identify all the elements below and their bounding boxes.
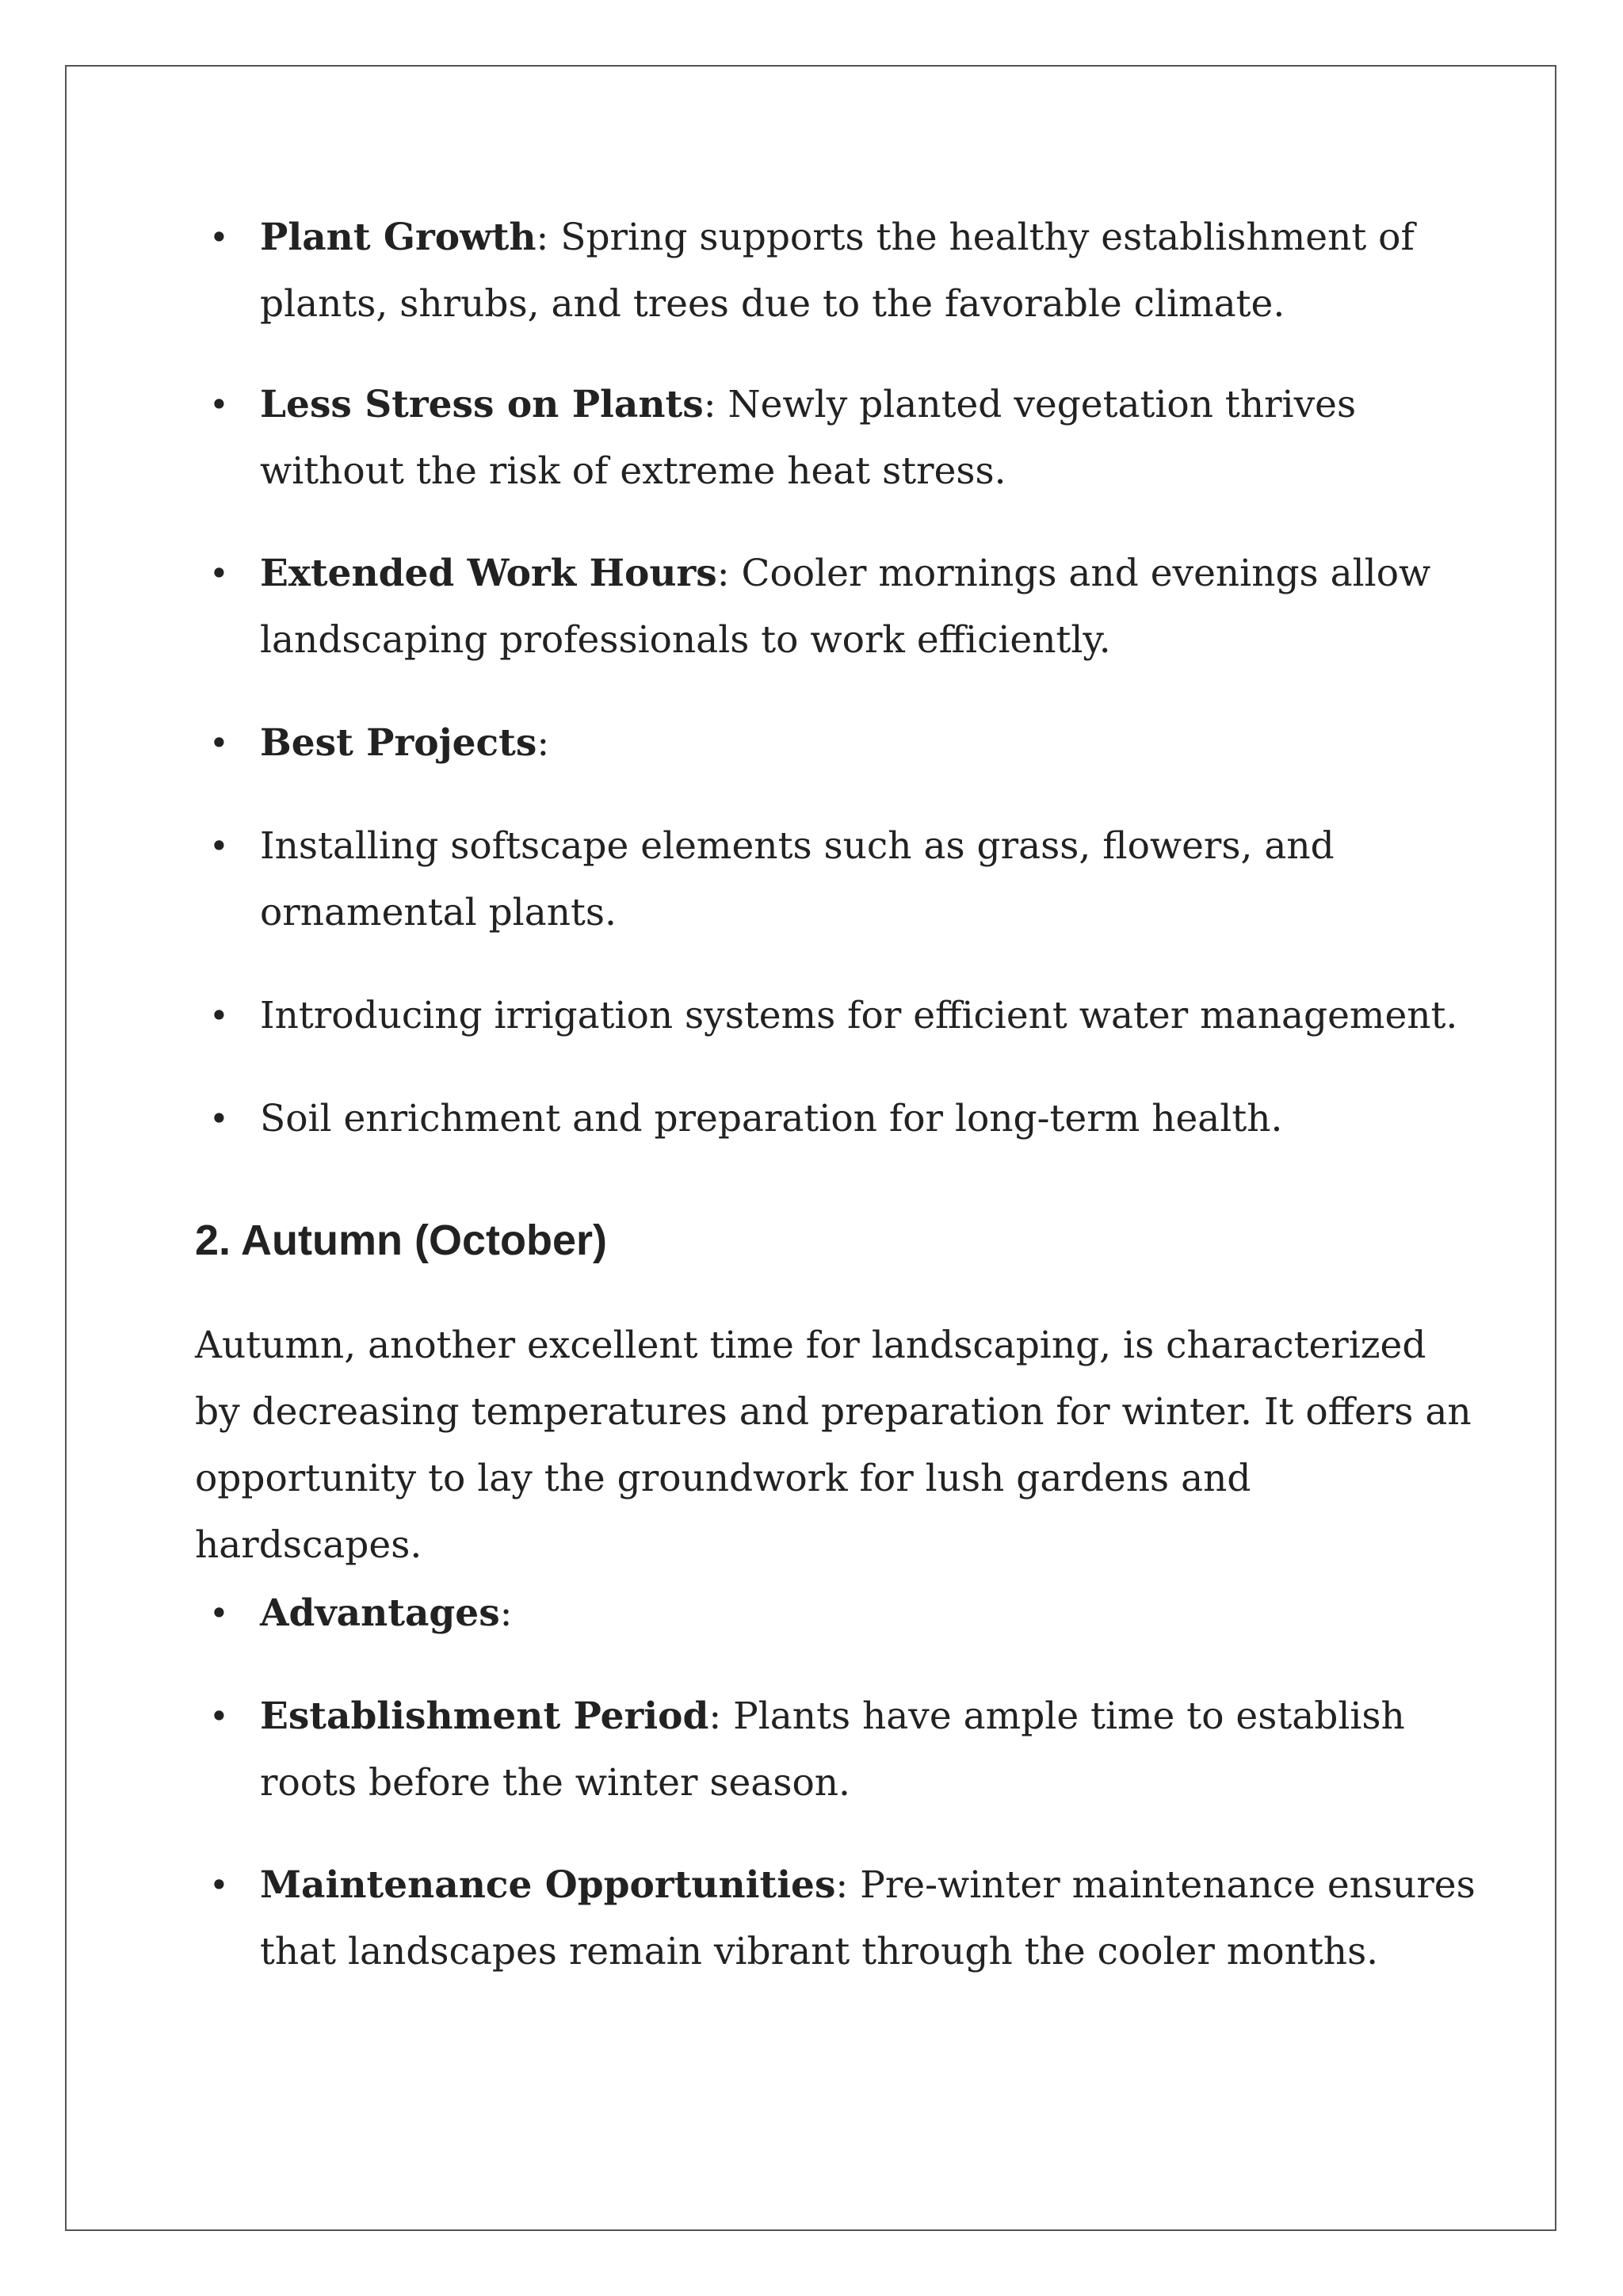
list-spring-2 <box>195 372 1479 505</box>
list-item-term: Plant Growth <box>260 216 537 259</box>
list-item-text: : <box>537 721 550 765</box>
bullet-icon: • <box>209 1697 229 1736</box>
list-spring-5 <box>195 813 1479 946</box>
list-spring-7 <box>195 1086 1479 1152</box>
bullet-icon: • <box>209 827 229 865</box>
list-spring-4 <box>195 710 1479 777</box>
bullet-icon: • <box>209 1594 229 1633</box>
list-item-term: Best Projects <box>260 721 537 765</box>
list-item-text: : Pre-winter maintenance ensures that landscapes remain vibrant through the cooler months. <box>260 1863 1476 1973</box>
bullet-icon: • <box>209 1099 229 1138</box>
list-item-text: : Plants have ample time to establish roots before the winter season. <box>260 1694 1405 1805</box>
list-item-text: Installing softscape elements such as grass, flowers, and ornamental plants. <box>260 824 1335 934</box>
list-item <box>195 372 1479 505</box>
list-item <box>195 983 1479 1049</box>
list-autumn-3 <box>195 1852 1479 1985</box>
list-item <box>195 813 1479 946</box>
list-item <box>195 710 1479 777</box>
list-spring-6 <box>195 983 1479 1049</box>
list-item <box>195 1580 1479 1647</box>
list-autumn <box>195 1580 1479 1647</box>
list-item-text: : <box>499 1591 513 1635</box>
list-item-term: Establishment Period <box>260 1694 709 1738</box>
bullet-icon: • <box>209 724 229 762</box>
bullet-icon: • <box>209 218 229 257</box>
section-heading: 2. Autumn (October) <box>195 1217 607 1264</box>
list-item-term: Advantages <box>260 1591 500 1635</box>
bullet-icon: • <box>209 554 229 593</box>
list-item-text: Introducing irrigation systems for efficient water management. <box>260 994 1458 1037</box>
list-spring-3 <box>195 541 1479 674</box>
list-item-term: Extended Work Hours <box>260 552 717 595</box>
list-item <box>195 1852 1479 1985</box>
list-item-term: Less Stress on Plants <box>260 383 704 426</box>
list-item <box>195 204 1479 338</box>
bullet-icon: • <box>209 385 229 424</box>
list-item-term: Maintenance Opportunities <box>260 1863 836 1907</box>
section-paragraph: Autumn, another excellent time for landscaping, is characterized by decreasing temperatures and preparation for winter. It offers an opportunity to lay the groundwork for lush gardens and hardscapes. <box>195 1324 1472 1567</box>
list-spring <box>195 204 1479 338</box>
bullet-icon: • <box>209 1866 229 1904</box>
list-item <box>195 1683 1479 1817</box>
list-item-text: : Newly planted vegetation thrives without the risk of extreme heat stress. <box>260 383 1357 493</box>
bullet-icon: • <box>209 996 229 1035</box>
list-autumn-2 <box>195 1683 1479 1817</box>
list-item <box>195 541 1479 674</box>
list-item-text: : Cooler mornings and evenings allow landscaping professionals to work efficiently. <box>260 552 1431 662</box>
list-item-text: Soil enrichment and preparation for long-term health. <box>260 1097 1283 1140</box>
list-item <box>195 1086 1479 1152</box>
list-item-text: : Spring supports the healthy establishment of plants, shrubs, and trees due to the favorable climate. <box>260 216 1415 326</box>
